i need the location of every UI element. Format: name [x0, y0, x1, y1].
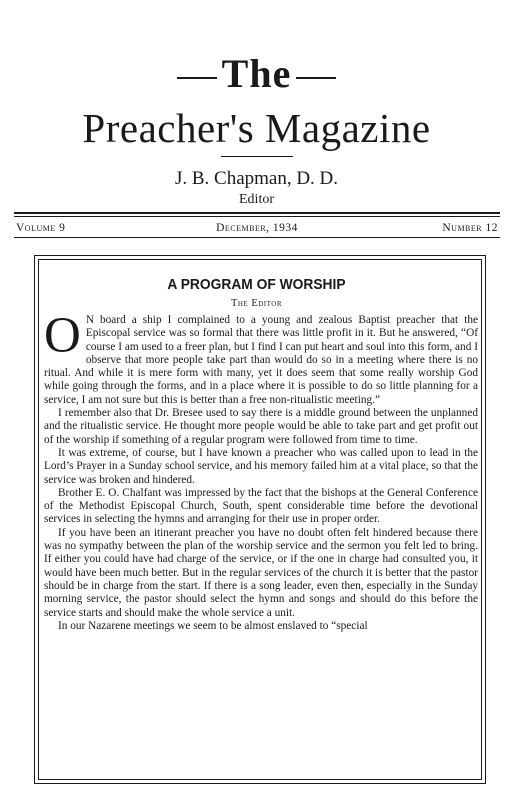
masthead-the-row [0, 52, 513, 96]
issue-info-line [14, 220, 500, 236]
magazine-title: Preacher's Magazine [82, 105, 431, 151]
the-right-rule [296, 77, 336, 79]
the-left-rule [177, 77, 217, 79]
article-paragraph: In our Nazarene meetings we seem to be almost enslaved to “special [58, 619, 368, 632]
article-title: A PROGRAM OF WORSHIP [167, 276, 346, 293]
article-paragraph: If you have been an itinerant preacher you have no doubt often felt hindered because there was no sympathy between the plan of the worship service and the sermon you felt led to bring. If either you could have had charge of the service, or if the one in charge had consulted you, it would have been much better. But in the regular services of the church it is better that the pastor should be in charge from the start. If there is a song leader, even then, especially in the Sunday morning service, the pastor should select the hymn and songs and should do this before the service starts and should make the whole service a unit. [44, 526, 478, 619]
issue-number: Number 12 [442, 222, 498, 234]
masthead-the: The [221, 51, 292, 96]
article-paragraph [44, 308, 478, 407]
issue-volume: Volume 9 [16, 222, 66, 234]
title-divider [221, 156, 293, 157]
editor-label: Editor [239, 192, 274, 207]
paragraph-text: N board a ship I complained to a young and zealous Baptist preacher that the Episcopal service was so formal that there was little profit in it. But he answered, “Of course I am used to a freer plan, but I find I can put heart and soul into this form, and I observe that more people take part than would do so in a meeting where there is no ritual. And while it is mere form with many, yet it does seem that some really worship God while going through the forms, and in a place where it is possible to do so little planning for a service, I am not sure but this is better than a free non-ritualistic meeting.” [44, 314, 478, 406]
article-paragraph: It was extreme, of course, but I have known a preacher who was called upon to lead in the Lord’s Prayer in a Sunday school service, and his memory failed him at a vital place, so that the service was broken and hindered. [44, 446, 478, 486]
article-byline: The Editor [230, 298, 283, 309]
issue-rule-bottom [14, 237, 500, 238]
article-paragraph: Brother E. O. Chalfant was impressed by the fact that the bishops at the General Conference of the Methodist Episcopal Church, South, spent considerable time before the devotional services in selecting the hymns and arranging for their use in proper order. [44, 486, 478, 526]
editor-name: J. B. Chapman, D. D. [174, 168, 339, 189]
issue-date: December, 1934 [216, 222, 298, 234]
article-body [44, 308, 478, 633]
issue-rule-top [14, 212, 500, 214]
issue-rule-top-thin [14, 216, 500, 217]
article-paragraph: I remember also that Dr. Bresee used to say there is a middle ground between the unplanned and the ritualistic service. He thought more people would be able to take part and get profit out of the worship if something of a regular program were followed from time to time. [44, 407, 478, 446]
drop-cap: O [44, 308, 81, 364]
